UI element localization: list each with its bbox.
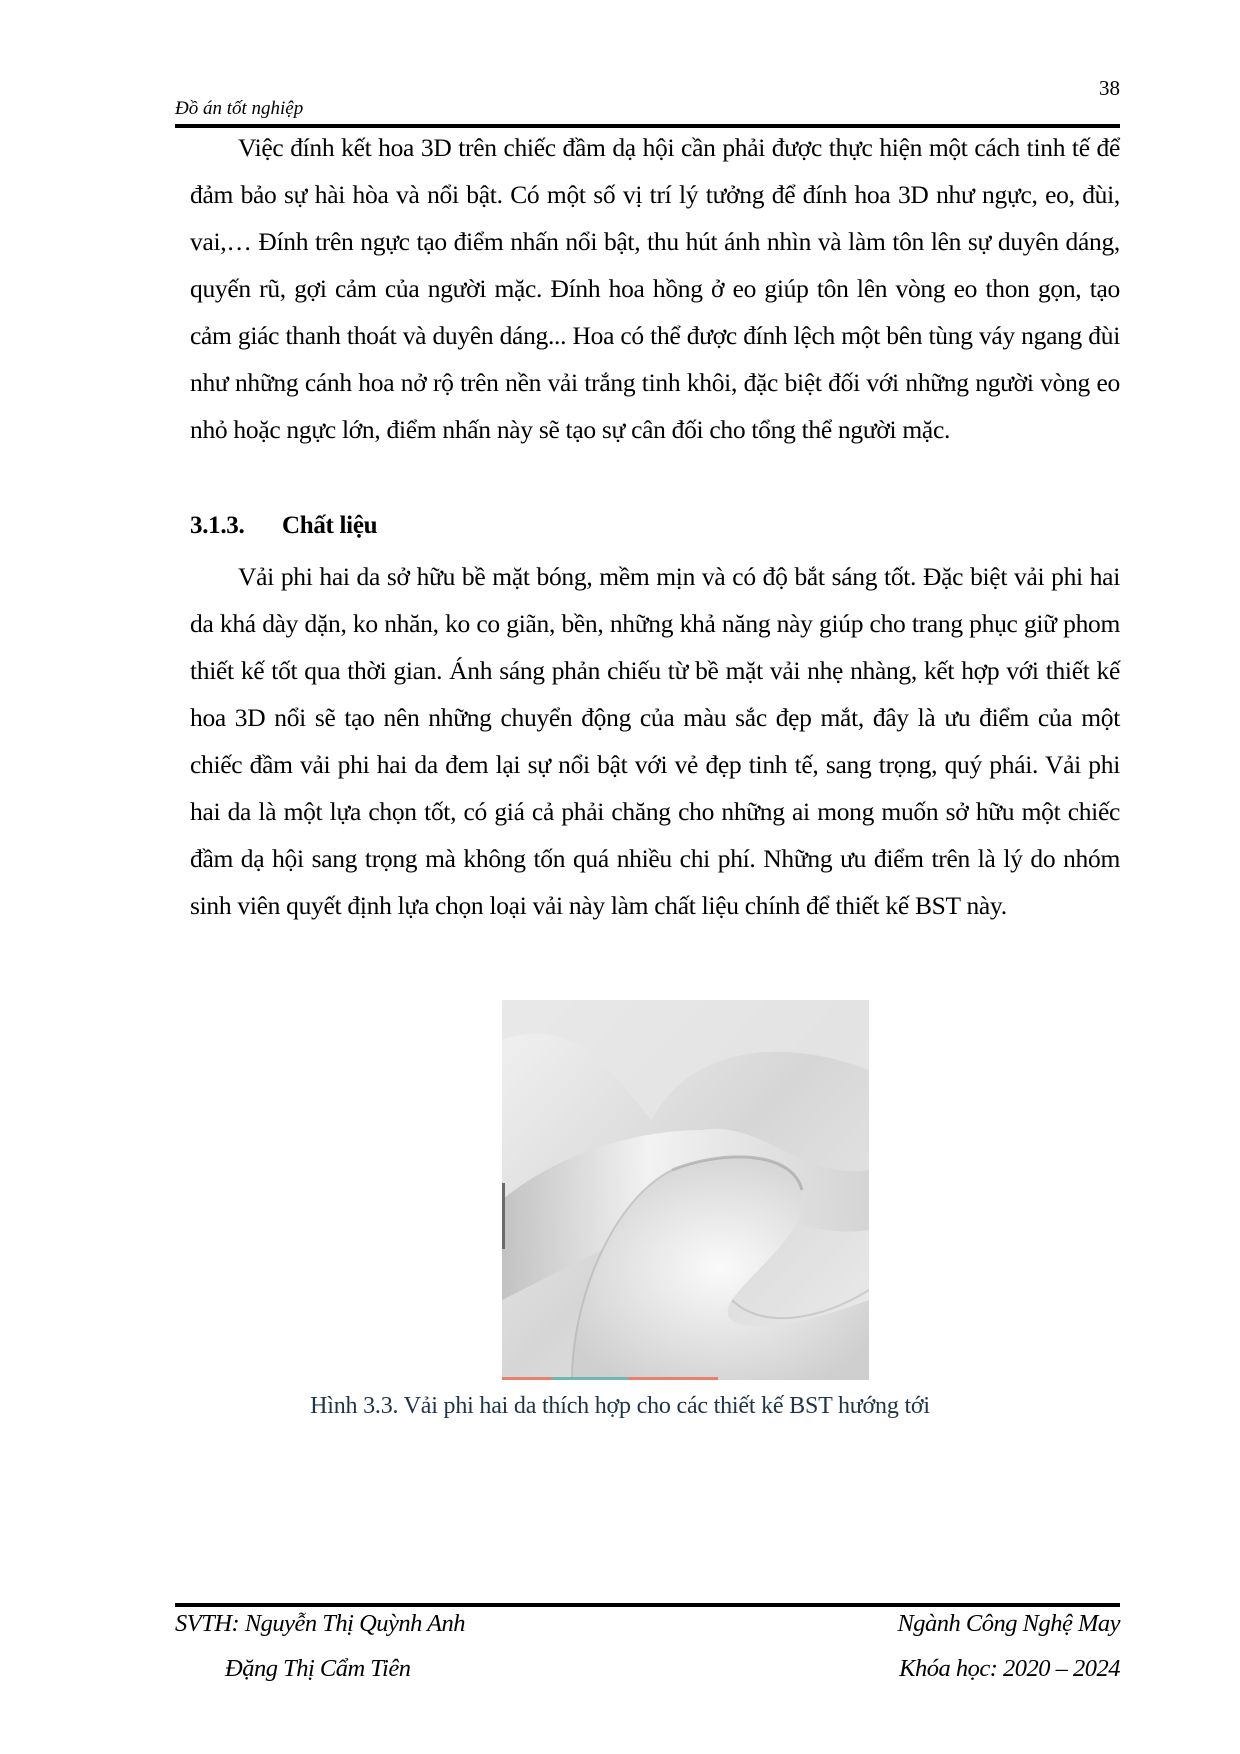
image-bottom-stripe-red-2: [628, 1377, 718, 1380]
figure-caption: Hình 3.3. Vải phi hai da thích hợp cho các thiết kế BST hướng tới: [310, 1393, 930, 1419]
satin-fabric-illustration: [502, 1000, 869, 1380]
paragraph-text: Việc đính kết hoa 3D trên chiếc đầm dạ hội cần phải được thực hiện một cách tinh tế để đảm bảo sự hài hòa và nổi bật. Có một số vị trí lý tưởng để đính hoa 3D như ngực, eo, đùi, vai,… Đính trên ngực tạo điểm nhấn nổi bật, thu hút ánh nhìn và làm tôn lên sự duyên dáng, quyến rũ, gợi cảm của người mặc. Đính hoa hồng ở eo giúp tôn lên vòng eo thon gọn, tạo cảm giác thanh thoát và duyên dáng... Hoa có thể được đính lệch một bên tùng váy ngang đùi như những cánh hoa nở rộ trên nền vải trắng tinh khôi, đặc biệt đối với những người vòng eo nhỏ hoặc ngực lớn, điểm nhấn này sẽ tạo sự cân đối cho tổng thể người mặc.: [190, 133, 1120, 444]
fabric-figure-image: [502, 1000, 869, 1380]
footer-authors-line-1: SVTH: Nguyễn Thị Quỳnh Anh: [175, 1610, 466, 1637]
paragraph-text: Vải phi hai da sở hữu bề mặt bóng, mềm mịn và có độ bắt sáng tốt. Đặc biệt vải phi hai da khá dày dặn, ko nhăn, ko co giãn, bền, những khả năng này giúp cho trang phục giữ phom thiết kế tốt qua thời gian. Ánh sáng phản chiếu từ bề mặt vải nhẹ nhàng, kết hợp với thiết kế hoa 3D nổi sẽ tạo nên những chuyển động của màu sắc đẹp mắt, đây là ưu điểm của một chiếc đầm vải phi hai da đem lại sự nổi bật với vẻ đẹp tinh tế, sang trọng, quý phái. Vải phi hai da là một lựa chọn tốt, có giá cả phải chăng cho những ai mong muốn sở hữu một chiếc đầm dạ hội sang trọng mà không tốn quá nhiều chi phí. Những ưu điểm trên là lý do nhóm sinh viên quyết định lựa chọn loại vải này làm chất liệu chính để thiết kế BST này.: [190, 562, 1120, 920]
section-number: 3.1.3.: [190, 512, 245, 539]
footer-major: Ngành Công Nghệ May: [897, 1610, 1120, 1637]
body-paragraph-1: [190, 124, 1120, 453]
page-number: 38: [1099, 76, 1120, 100]
section-heading: [190, 512, 377, 540]
footer-course-years: Khóa học: 2020 – 2024: [899, 1655, 1120, 1682]
footer-authors-line-2: Đặng Thị Cẩm Tiên: [225, 1655, 411, 1682]
section-title: Chất liệu: [282, 512, 378, 539]
image-bottom-stripe-teal: [552, 1377, 628, 1380]
header-title: Đồ án tốt nghiệp: [175, 98, 304, 119]
footer-rule: [175, 1603, 1120, 1607]
body-paragraph-2: [190, 553, 1120, 929]
image-edge-marker: [502, 1183, 505, 1249]
image-bottom-stripe-red: [502, 1377, 552, 1380]
